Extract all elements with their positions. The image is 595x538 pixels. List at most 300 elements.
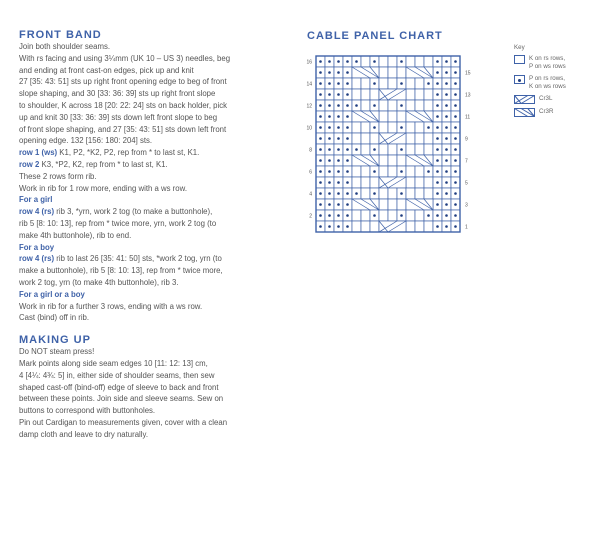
purl-dot [436, 137, 439, 140]
purl-dot [355, 192, 358, 195]
row-number-left: 4 [309, 191, 312, 198]
chart-cell [361, 221, 370, 232]
chart-cell [388, 78, 397, 89]
chart-cell [424, 144, 433, 155]
chart-cell [406, 221, 415, 232]
front-band-line: opening edge. 132 [156: 180: 204] sts. [19, 136, 153, 146]
chart-cell [424, 188, 433, 199]
purl-dot [337, 225, 340, 228]
chart-cell [379, 56, 388, 67]
purl-dot [328, 126, 331, 129]
chart-cell [361, 89, 370, 100]
chart-cell [388, 210, 397, 221]
purl-dot [328, 115, 331, 118]
chart-cell [406, 122, 415, 133]
purl-dot [454, 126, 457, 129]
purl-dot [346, 71, 349, 74]
chart-cell [415, 166, 424, 177]
purl-dot [373, 214, 376, 217]
chart-cell [388, 155, 397, 166]
purl-dot [319, 82, 322, 85]
row-number-right: 13 [465, 92, 471, 99]
purl-dot [346, 181, 349, 184]
chart-cell [415, 89, 424, 100]
purl-dot [337, 104, 340, 107]
chart-cell [397, 67, 406, 78]
chart-cell [415, 188, 424, 199]
purl-dot [346, 159, 349, 162]
making-up-heading: MAKING UP [19, 334, 91, 347]
purl-dot [400, 126, 403, 129]
boy-row4 [19, 253, 291, 265]
chart-cell [352, 122, 361, 133]
chart-cell [406, 100, 415, 111]
boy-row4-text: rib to last 26 [35: 41: 50] sts, *work 2 tog, yrn (to [54, 254, 222, 264]
chart-cell [370, 89, 379, 100]
purl-dot [454, 60, 457, 63]
both-text [19, 301, 291, 325]
purl-dot [319, 214, 322, 217]
purl-dot [337, 93, 340, 96]
purl-dot [346, 115, 349, 118]
purl-dot [436, 148, 439, 151]
chart-cell [388, 144, 397, 155]
chart-cell [361, 144, 370, 155]
purl-dot [328, 148, 331, 151]
purl-dot [328, 214, 331, 217]
purl-dot [346, 104, 349, 107]
row-number-right: 5 [465, 180, 468, 187]
making-up-line: between these points. Join side and sleeve seams. Sew on [19, 394, 224, 404]
chart-cell [406, 133, 415, 144]
chart-cell [361, 210, 370, 221]
purl-dot [445, 137, 448, 140]
purl-dot [319, 93, 322, 96]
making-up-line: buttons to correspond with buttonholes. [19, 406, 156, 416]
chart-cell [361, 166, 370, 177]
purl-dot [337, 181, 340, 184]
chart-cell [379, 100, 388, 111]
purl-dot [346, 93, 349, 96]
purl-dot [319, 148, 322, 151]
purl-dot [445, 181, 448, 184]
purl-dot [445, 214, 448, 217]
purl-dot [319, 181, 322, 184]
purl-dot [454, 192, 457, 195]
purl-dot [445, 192, 448, 195]
chart-key [514, 44, 594, 121]
purl-dot [400, 214, 403, 217]
purl-dot [328, 225, 331, 228]
making-up-line: Mark points along side seam edges 10 [11: 12: 13] cm, [19, 358, 208, 368]
purl-dot [355, 104, 358, 107]
key-purl-line1: P on rs rows, [529, 75, 565, 82]
purl-dot [400, 170, 403, 173]
purl-dot [373, 148, 376, 151]
purl-dot [328, 181, 331, 184]
purl-dot [454, 214, 457, 217]
purl-dot [328, 82, 331, 85]
row2-label: row 2 [19, 159, 40, 169]
key-purl-line2: K on ws rows [529, 83, 566, 90]
purl-dot [328, 159, 331, 162]
row-number-right: 11 [465, 114, 471, 121]
row2-instruction [19, 159, 291, 171]
purl-dot [445, 170, 448, 173]
purl-dot [400, 82, 403, 85]
purl-dot [445, 71, 448, 74]
girl-heading: For a girl [19, 195, 53, 205]
purl-dot [400, 148, 403, 151]
purl-dot [436, 181, 439, 184]
purl-dot [328, 192, 331, 195]
purl-dot [337, 60, 340, 63]
chart-cell [361, 177, 370, 188]
purl-dot [346, 126, 349, 129]
chart-cell [406, 188, 415, 199]
row-number-left: 16 [306, 59, 312, 66]
chart-cell [352, 89, 361, 100]
chart-cell [415, 133, 424, 144]
purl-dot [436, 93, 439, 96]
purl-dot [400, 60, 403, 63]
chart-cell [379, 111, 388, 122]
chart-cell [379, 67, 388, 78]
row-number-right: 9 [465, 136, 468, 143]
chart-cell [397, 155, 406, 166]
key-knit-line1: K on rs rows, [529, 55, 566, 62]
chart-cell [424, 133, 433, 144]
purl-dot [328, 203, 331, 206]
purl-dot [328, 60, 331, 63]
chart-cell [415, 210, 424, 221]
front-band-line: With rs facing and using 3¼mm (UK 10 – US 3) needles, beg [19, 53, 231, 63]
purl-dot [445, 225, 448, 228]
purl-dot [373, 170, 376, 173]
purl-dot [319, 159, 322, 162]
making-up-text [19, 346, 291, 440]
purl-dot [337, 203, 340, 206]
key-purl [514, 75, 594, 91]
chart-cell [379, 188, 388, 199]
cross-right-icon [514, 108, 535, 117]
girl-line: make 4th buttonhole), rib to end. [19, 230, 132, 240]
row-number-right: 1 [465, 224, 468, 231]
purl-dot [445, 93, 448, 96]
purl-dot [346, 170, 349, 173]
purl-dot [328, 170, 331, 173]
front-band-line: Join both shoulder seams. [19, 42, 111, 51]
front-band-line: 27 [35: 43: 51] sts up right front opening edge to beg of front [19, 77, 227, 87]
chart-cell [352, 221, 361, 232]
chart-cell [361, 78, 370, 89]
front-band-line: to shoulder, K across 18 [20: 22: 24] sts on back holder, pick [19, 100, 228, 110]
purl-dot [319, 192, 322, 195]
purl-dot [337, 126, 340, 129]
purl-dot [454, 104, 457, 107]
key-knit-line2: P on ws rows [529, 63, 566, 70]
girl-line: rib 5 [8: 10: 13], rep from * twice more, yrn, work 2 tog (to [19, 218, 217, 228]
chart-cell [388, 111, 397, 122]
chart-cell [406, 89, 415, 100]
chart-cell [370, 133, 379, 144]
front-band-line: slope shaping, and 30 [33: 36: 39] sts up right front slope [19, 89, 216, 99]
chart-cell [397, 111, 406, 122]
key-title: Key [514, 44, 525, 51]
purl-dot [328, 71, 331, 74]
key-cr3r [514, 108, 594, 117]
chart-cell [406, 210, 415, 221]
purl-dot [337, 214, 340, 217]
both-line: Work in rib for a further 3 rows, ending with a ws row. [19, 301, 203, 311]
purl-dot [427, 126, 430, 129]
purl-dot [319, 203, 322, 206]
purl-dot [328, 93, 331, 96]
chart-cell [406, 177, 415, 188]
chart-cell [370, 221, 379, 232]
purl-dot [346, 137, 349, 140]
purl-dot [400, 192, 403, 195]
chart-cell [361, 188, 370, 199]
chart-cell [388, 67, 397, 78]
purl-dot [454, 82, 457, 85]
purl-dot [445, 60, 448, 63]
purl-dot [346, 82, 349, 85]
purl-dot [319, 170, 322, 173]
purl-dot [319, 104, 322, 107]
front-band-heading: FRONT BAND [19, 29, 102, 41]
purl-dot [427, 170, 430, 173]
purl-dot [319, 225, 322, 228]
purl-dot [373, 126, 376, 129]
row-number-left: 8 [309, 147, 312, 154]
chart-cell [406, 144, 415, 155]
rib-line: Work in rib for 1 row more, ending with a ws row. [19, 183, 187, 193]
chart-cell [352, 177, 361, 188]
chart-cell [379, 210, 388, 221]
chart-cell [379, 166, 388, 177]
purl-dot [346, 192, 349, 195]
row-number-left: 2 [309, 213, 312, 220]
purl-dot [436, 225, 439, 228]
boy-row4-label: row 4 (rs) [19, 254, 55, 264]
cable-panel-chart [300, 50, 470, 235]
purl-symbol-icon [514, 75, 525, 84]
making-up-line: damp cloth and leave to dry naturally. [19, 429, 149, 439]
chart-cell [388, 166, 397, 177]
left-column [19, 29, 291, 441]
purl-dot [328, 137, 331, 140]
purl-dot [373, 82, 376, 85]
purl-dot [427, 214, 430, 217]
purl-dot [355, 148, 358, 151]
chart-cell [379, 144, 388, 155]
purl-dot [436, 71, 439, 74]
chart-cell [361, 122, 370, 133]
purl-dot [436, 104, 439, 107]
chart-cell [379, 78, 388, 89]
row1-text: K1, P2, *K2, P2, rep from * to last st, K1. [57, 148, 200, 158]
chart-cell [379, 155, 388, 166]
girl-row4 [19, 206, 291, 218]
purl-dot [436, 82, 439, 85]
row-number-left: 12 [306, 103, 312, 110]
chart-cell [388, 56, 397, 67]
purl-dot [337, 71, 340, 74]
rib-line: These 2 rows form rib. [19, 171, 97, 181]
front-band-line: and ending at front cast-on edges, pick up and knit [19, 65, 194, 75]
chart-cell [388, 100, 397, 111]
purl-dot [337, 192, 340, 195]
front-band-intro [19, 41, 291, 147]
purl-dot [454, 181, 457, 184]
purl-dot [337, 82, 340, 85]
purl-dot [373, 192, 376, 195]
purl-dot [454, 137, 457, 140]
chart-cell [415, 122, 424, 133]
purl-dot [373, 104, 376, 107]
key-cr3l-label: Cr3L [539, 95, 553, 102]
chart-cell [352, 78, 361, 89]
purl-dot [436, 115, 439, 118]
chart-cell [352, 133, 361, 144]
girl-row4-text: rib 3, *yrn, work 2 tog (to make a buttonhole), [54, 207, 213, 217]
purl-dot [445, 104, 448, 107]
purl-dot [346, 148, 349, 151]
row-number-right: 15 [465, 70, 471, 77]
purl-dot [337, 159, 340, 162]
purl-dot [436, 192, 439, 195]
boy-text [19, 265, 291, 289]
chart-cell [415, 78, 424, 89]
boy-heading: For a boy [19, 242, 55, 252]
boy-line: work 2 tog, yrn (to make 4th buttonhole), rib 3. [19, 277, 179, 287]
chart-cell [406, 166, 415, 177]
purl-dot [445, 203, 448, 206]
chart-cell [388, 122, 397, 133]
row-number-left: 6 [309, 169, 312, 176]
girl-row4-label: row 4 (rs) [19, 207, 55, 217]
chart-cell [406, 78, 415, 89]
purl-dot [337, 148, 340, 151]
purl-dot [400, 104, 403, 107]
making-up-line: shaped cast-off (bind-off) edge of sleeve to back and front [19, 382, 219, 392]
purl-dot [346, 60, 349, 63]
purl-dot [454, 170, 457, 173]
purl-dot [346, 214, 349, 217]
purl-dot [454, 225, 457, 228]
chart-cell [415, 221, 424, 232]
purl-dot [445, 159, 448, 162]
purl-dot [337, 170, 340, 173]
purl-dot [427, 82, 430, 85]
chart-title: CABLE PANEL CHART [307, 30, 443, 42]
making-up-line: Do NOT steam press! [19, 347, 95, 357]
chart-cell [361, 100, 370, 111]
purl-dot [436, 214, 439, 217]
purl-dot [454, 159, 457, 162]
key-knit [514, 55, 594, 71]
purl-dot [454, 71, 457, 74]
key-cr3l [514, 95, 594, 104]
purl-dot [454, 115, 457, 118]
both-line: Cast (bind) off in rib. [19, 313, 90, 323]
purl-dot [337, 115, 340, 118]
purl-dot [445, 126, 448, 129]
chart-cell [424, 89, 433, 100]
purl-dot [436, 203, 439, 206]
cross-left-icon [514, 95, 535, 104]
purl-dot [454, 148, 457, 151]
purl-dot [319, 60, 322, 63]
purl-dot [319, 71, 322, 74]
chart-cell [406, 56, 415, 67]
chart-cell [379, 199, 388, 210]
chart-cell [388, 188, 397, 199]
purl-dot [445, 115, 448, 118]
both-heading: For a girl or a boy [19, 289, 85, 299]
chart-cell [415, 144, 424, 155]
purl-dot [337, 137, 340, 140]
chart-cell [352, 166, 361, 177]
chart-cell [397, 199, 406, 210]
purl-dot [319, 115, 322, 118]
chart-cell [379, 122, 388, 133]
front-band-line: of front slope shaping, and 27 [35: 43: 51] sts down left front [19, 124, 227, 134]
row-number-right: 7 [465, 158, 468, 165]
chart-cell [388, 199, 397, 210]
purl-dot [436, 159, 439, 162]
purl-dot [436, 60, 439, 63]
purl-dot [454, 93, 457, 96]
making-up-line: 4 [4¼: 4¾: 5] in, either side of shoulder seams, then sew [19, 370, 215, 380]
boy-line: make a buttonhole), rib 5 [8: 10: 13], rep from * twice more, [19, 266, 223, 276]
chart-cell [415, 100, 424, 111]
chart-cell [415, 56, 424, 67]
purl-dot [319, 126, 322, 129]
purl-dot [346, 225, 349, 228]
purl-dot [346, 203, 349, 206]
girl-text [19, 218, 291, 242]
purl-dot [445, 148, 448, 151]
chart-cell [424, 56, 433, 67]
making-up-line: Pin out Cardigan to measurements given, cover with a clean [19, 417, 228, 427]
chart-cell [415, 177, 424, 188]
chart-cell [352, 210, 361, 221]
purl-dot [319, 137, 322, 140]
knit-symbol-icon [514, 55, 525, 64]
key-cr3r-label: Cr3R [539, 108, 554, 115]
row-number-right: 3 [465, 202, 468, 209]
row-number-left: 14 [306, 81, 312, 88]
row1-label: row 1 (ws) [19, 148, 58, 158]
front-band-line: up and knit 30 [33: 36: 39] sts down left front slope to beg [19, 112, 218, 122]
purl-dot [355, 60, 358, 63]
chart-cell [361, 133, 370, 144]
purl-dot [373, 60, 376, 63]
row2-text: K3, *P2, K2, rep from * to last st, K1. [39, 159, 168, 169]
row-number-left: 10 [306, 125, 312, 132]
chart-cell [424, 100, 433, 111]
chart-cell [370, 177, 379, 188]
purl-dot [454, 203, 457, 206]
purl-dot [436, 126, 439, 129]
purl-dot [436, 170, 439, 173]
chart-cell [424, 177, 433, 188]
chart-cell [361, 56, 370, 67]
purl-dot [328, 104, 331, 107]
rib-text [19, 171, 291, 195]
